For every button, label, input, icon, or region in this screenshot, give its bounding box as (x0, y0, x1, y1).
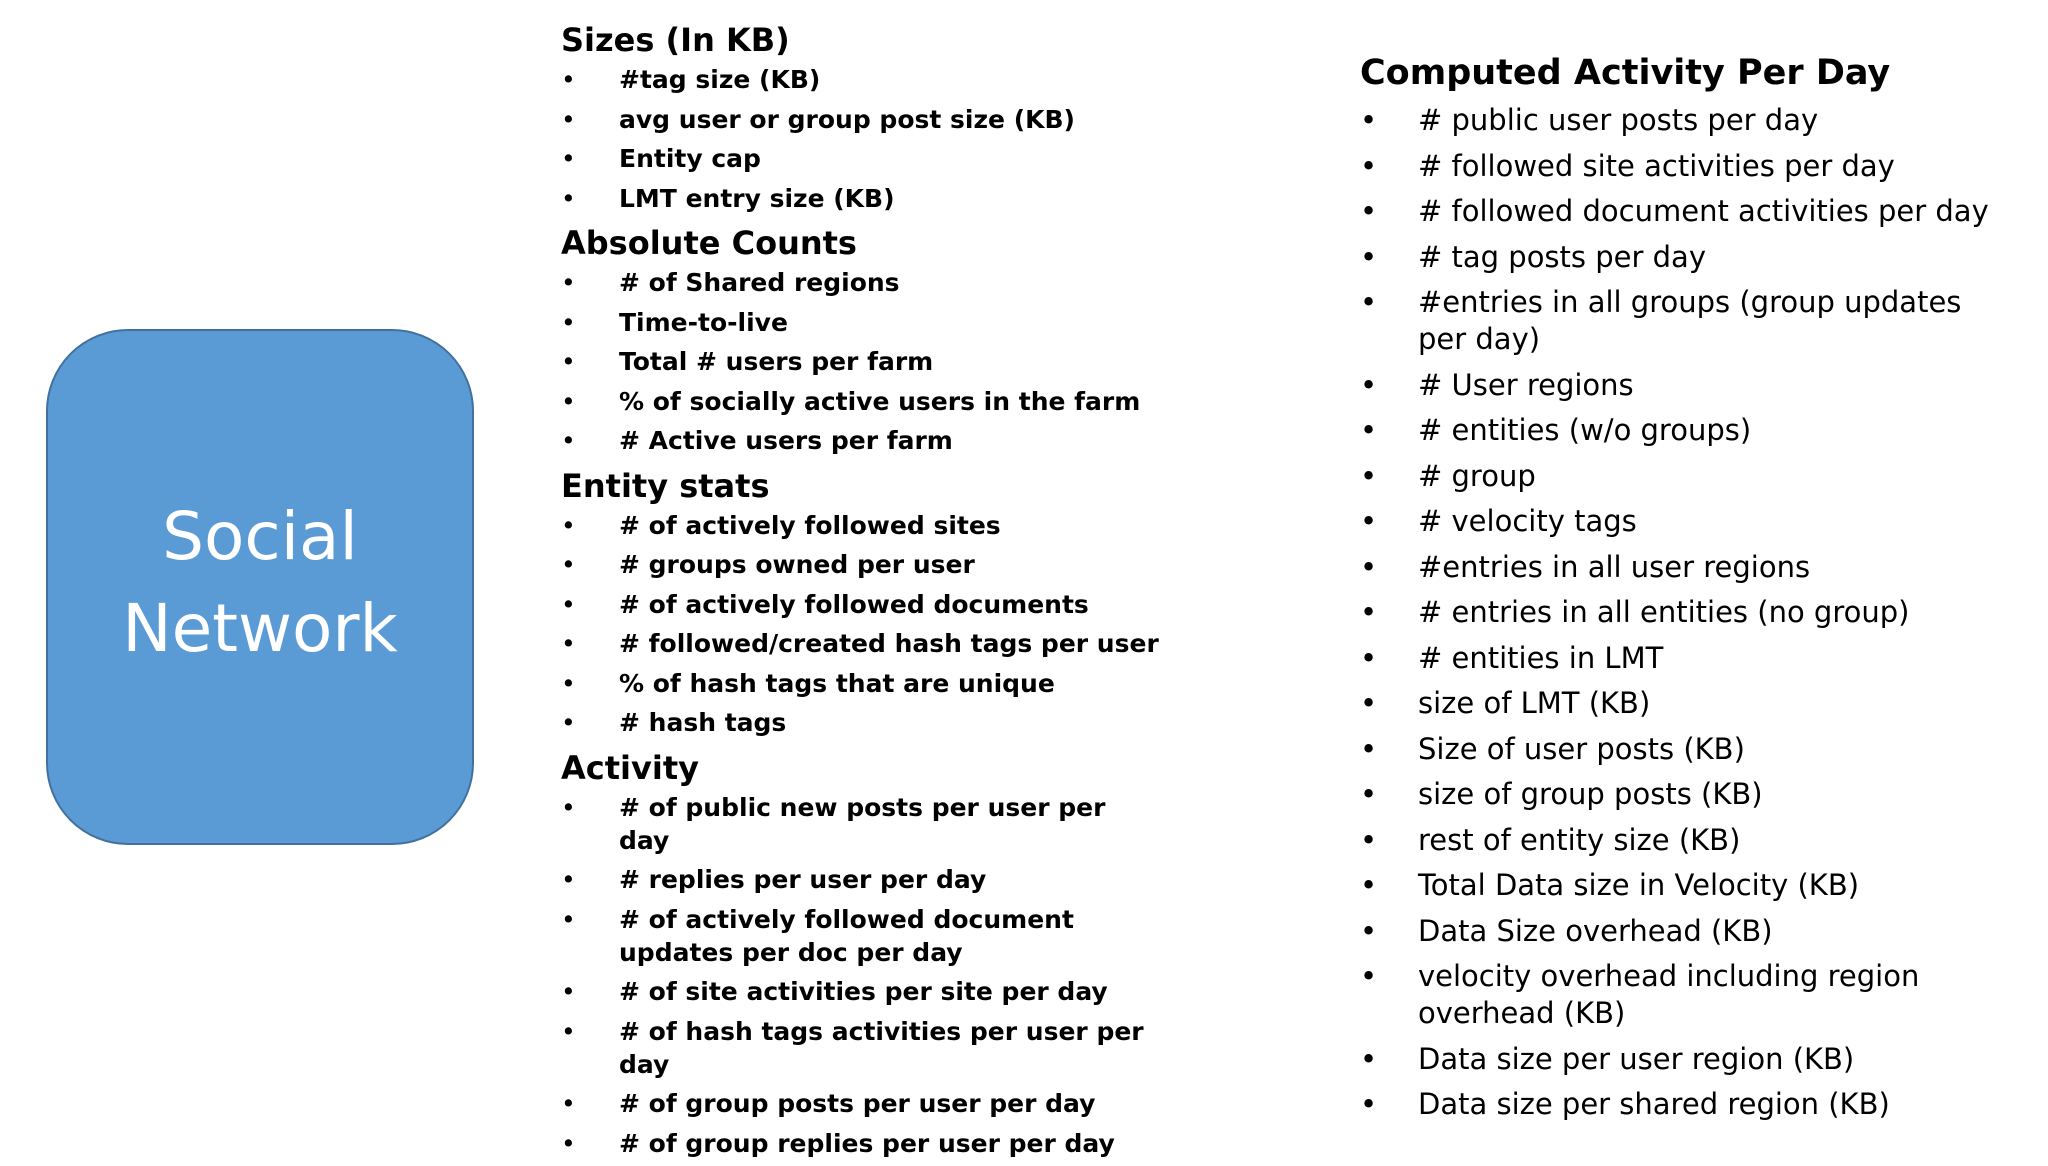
bullet: • (561, 589, 576, 619)
bullet: • (561, 904, 576, 934)
bullet: • (1360, 103, 1378, 137)
bullet: • (1360, 1041, 1378, 1076)
list-item: • Data size per shared region (KB) (1360, 1087, 1890, 1121)
list-item: • # entries in all entities (no group) (1360, 595, 1910, 629)
section-heading-activity: Activity (561, 748, 699, 787)
list-item: • Total Data size in Velocity (KB) (1360, 868, 1860, 902)
bullet: • (561, 183, 576, 213)
bullet: • (1360, 868, 1378, 902)
list-item: • # of actively followed sites (561, 510, 1001, 540)
list-item: • Size of user posts (KB) (1360, 731, 1745, 766)
social-network-title: Social Network (122, 498, 398, 667)
list-item: • #entries in all user regions (1360, 549, 1811, 584)
list-item: • # of hash tags activities per user per day (561, 1016, 1144, 1079)
bullet: • (1360, 148, 1378, 183)
bullet: • (561, 347, 576, 376)
list-item: • Entity cap (561, 144, 761, 173)
bullet: • (1360, 504, 1378, 538)
bullet: • (1360, 731, 1378, 766)
list-item: • # of actively followed document updates per doc per day (561, 904, 1074, 967)
entity-stats-list (561, 509, 1161, 740)
bullet: • (1360, 413, 1378, 447)
social-network-box (46, 329, 474, 845)
list-item: • # followed site activities per day (1360, 148, 1895, 183)
list-item: • size of LMT (KB) (1360, 686, 1651, 720)
list-item: • # entities (w/o groups) (1360, 413, 1752, 447)
bullet: • (561, 1128, 576, 1158)
bullet: • (561, 629, 576, 658)
computed-activity-column (1360, 50, 2040, 1132)
list-item: • # groups owned per user (561, 550, 975, 579)
bullet: • (561, 865, 576, 894)
list-item: • # tag posts per day (1360, 239, 1706, 274)
section-heading-sizes: Sizes (In KB) (561, 21, 790, 59)
list-item: • # velocity tags (1360, 504, 1637, 538)
bullet: • (1360, 913, 1378, 948)
list-item: • % of hash tags that are unique (561, 668, 1055, 698)
list-item: • # of group replies per user per day (561, 1128, 1115, 1158)
list-item: • Time-to-live (561, 307, 788, 337)
bullet: • (1360, 595, 1378, 629)
bullet: • (561, 792, 576, 822)
list-item: • # of Shared regions (561, 268, 900, 297)
bullet: • (561, 65, 576, 94)
bullet: • (561, 104, 576, 134)
bullet: • (1360, 458, 1378, 493)
list-item: • Data size per user region (KB) (1360, 1041, 1855, 1076)
bullet: • (561, 977, 576, 1006)
bullet: • (1360, 822, 1378, 857)
list-item: • # hash tags (561, 708, 787, 737)
bullet: • (1360, 959, 1378, 993)
list-item: • # followed document activities per day (1360, 194, 1989, 228)
bullet: • (561, 268, 576, 297)
bullet: • (561, 386, 576, 416)
list-item: • # group (1360, 458, 1536, 493)
list-item: • # of group posts per user per day (561, 1089, 1096, 1118)
bullet: • (1360, 285, 1378, 319)
list-item: • # of actively followed documents (561, 589, 1089, 619)
list-item: • # of site activities per site per day (561, 977, 1108, 1006)
sizes-list (561, 63, 1161, 215)
activity-list (561, 791, 1161, 1160)
bullet: • (1360, 239, 1378, 274)
list-item: • # public user posts per day (1360, 103, 1819, 137)
bullet: • (561, 550, 576, 579)
section-heading-entity-stats: Entity stats (561, 466, 770, 505)
list-item: • avg user or group post size (KB) (561, 104, 1075, 134)
section-heading-absolute-counts: Absolute Counts (561, 224, 857, 262)
list-item: • #entries in all groups (group updates per day) (1360, 285, 1962, 356)
bullet: • (561, 1089, 576, 1118)
section-heading-computed-activity: Computed Activity Per Day (1360, 53, 1891, 93)
list-item: • #tag size (KB) (561, 65, 821, 94)
bullet: • (561, 510, 576, 540)
list-item: • # User regions (1360, 367, 1634, 402)
bullet: • (1360, 686, 1378, 720)
bullet: • (561, 668, 576, 698)
bullet: • (561, 708, 576, 737)
bullet: • (561, 1016, 576, 1046)
bullet: • (561, 144, 576, 173)
bullet: • (561, 426, 576, 455)
bullet: • (1360, 194, 1378, 228)
list-item: • size of group posts (KB) (1360, 777, 1763, 811)
list-item: • LMT entry size (KB) (561, 183, 895, 213)
list-item: • rest of entity size (KB) (1360, 822, 1741, 857)
bullet: • (1360, 1087, 1378, 1121)
list-item: • # replies per user per day (561, 865, 987, 894)
bullet: • (1360, 640, 1378, 675)
computed-activity-list (1360, 102, 2040, 1123)
list-item: • # followed/created hash tags per user (561, 629, 1159, 658)
list-item: • # Active users per farm (561, 426, 953, 455)
input-parameters-column (561, 18, 1161, 1166)
list-item: • # of public new posts per user per day (561, 792, 1106, 855)
absolute-counts-list (561, 266, 1161, 457)
bullet: • (561, 307, 576, 337)
list-item: • Total # users per farm (561, 347, 934, 376)
list-item: • # entities in LMT (1360, 640, 1664, 675)
list-item: • % of socially active users in the farm (561, 386, 1141, 416)
bullet: • (1360, 549, 1378, 584)
bullet: • (1360, 777, 1378, 811)
list-item: • velocity overhead including region overhead (KB) (1360, 959, 1920, 1030)
list-item: • Data Size overhead (KB) (1360, 913, 1773, 948)
bullet: • (1360, 367, 1378, 402)
